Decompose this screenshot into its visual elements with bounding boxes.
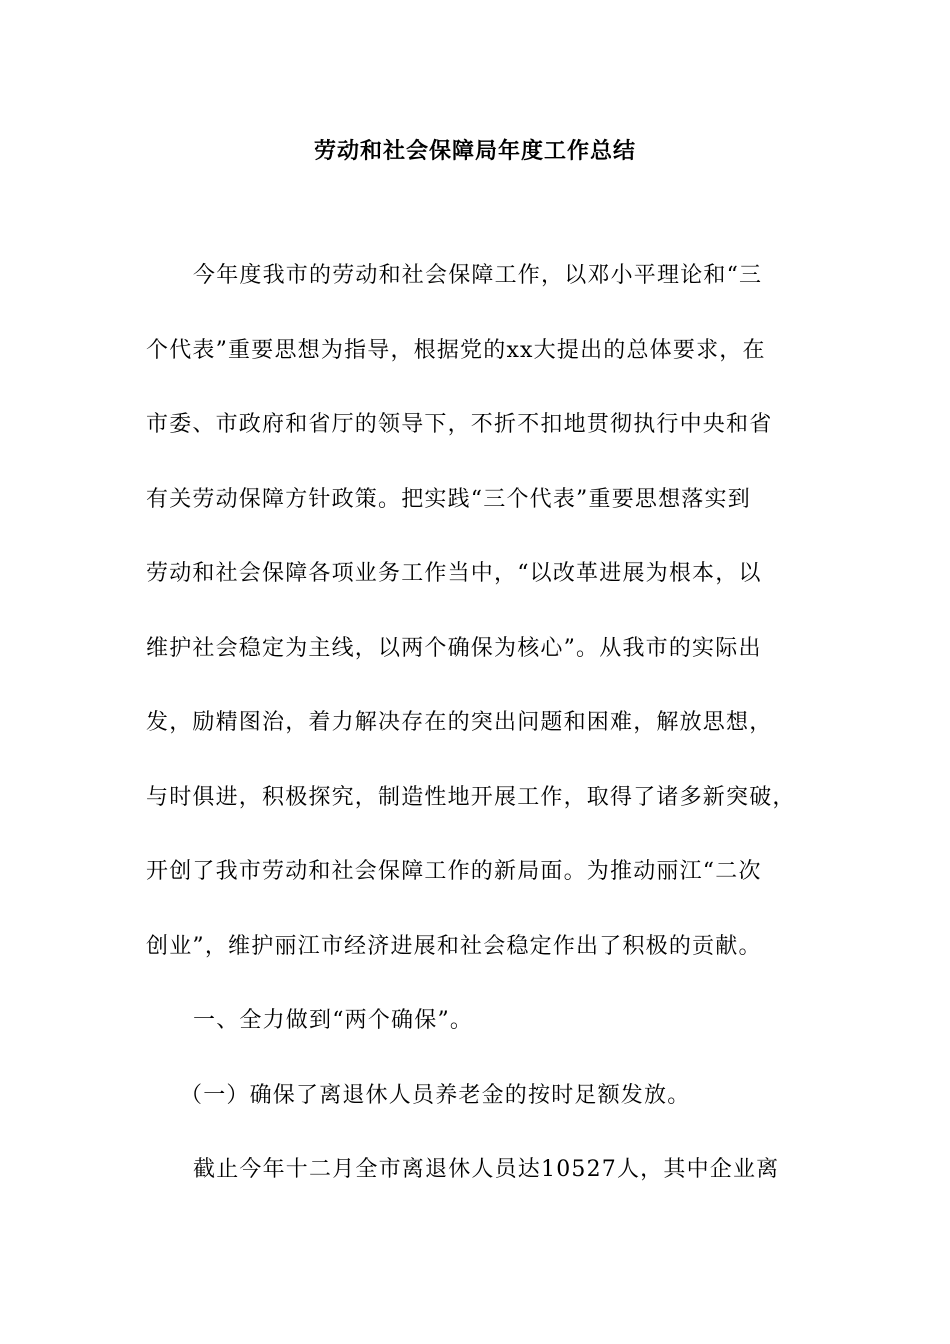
paragraph-line: 维护社会稳定为主线，以两个确保为核心”。从我市的实际出 [146, 636, 762, 661]
paragraph-line: 个代表”重要思想为指导，根据党的xx大提出的总体要求，在 [146, 338, 766, 363]
subsection-heading: （一）确保了离退休人员养老金的按时足额发放。 [180, 1083, 691, 1108]
paragraph-line: 截止今年十二月全市离退休人员达10527人，其中企业离 [193, 1157, 780, 1182]
paragraph-line: 市委、市政府和省厅的领导下，不折不扣地贯彻执行中央和省 [146, 412, 773, 437]
paragraph-line: 开创了我市劳动和社会保障工作的新局面。为推动丽江“二次 [146, 859, 762, 884]
paragraph-line: 发，励精图治，着力解决存在的突出问题和困难，解放思想， [146, 710, 773, 735]
paragraph-line: 创业”，维护丽江市经济进展和社会稳定作出了积极的贡献。 [146, 934, 762, 959]
paragraph-line: 有关劳动保障方针政策。把实践“三个代表”重要思想落实到 [146, 487, 751, 512]
section-heading: 一、全力做到“两个确保”。 [193, 1008, 474, 1033]
paragraph-line: 与时俱进，积极探究，制造性地开展工作，取得了诸多新突破， [146, 785, 796, 810]
paragraph-line: 劳动和社会保障各项业务工作当中，“以改革进展为根本，以 [146, 561, 762, 586]
document-title: 劳动和社会保障局年度工作总结 [313, 139, 636, 164]
paragraph-line: 今年度我市的劳动和社会保障工作，以邓小平理论和“三 [193, 263, 763, 288]
